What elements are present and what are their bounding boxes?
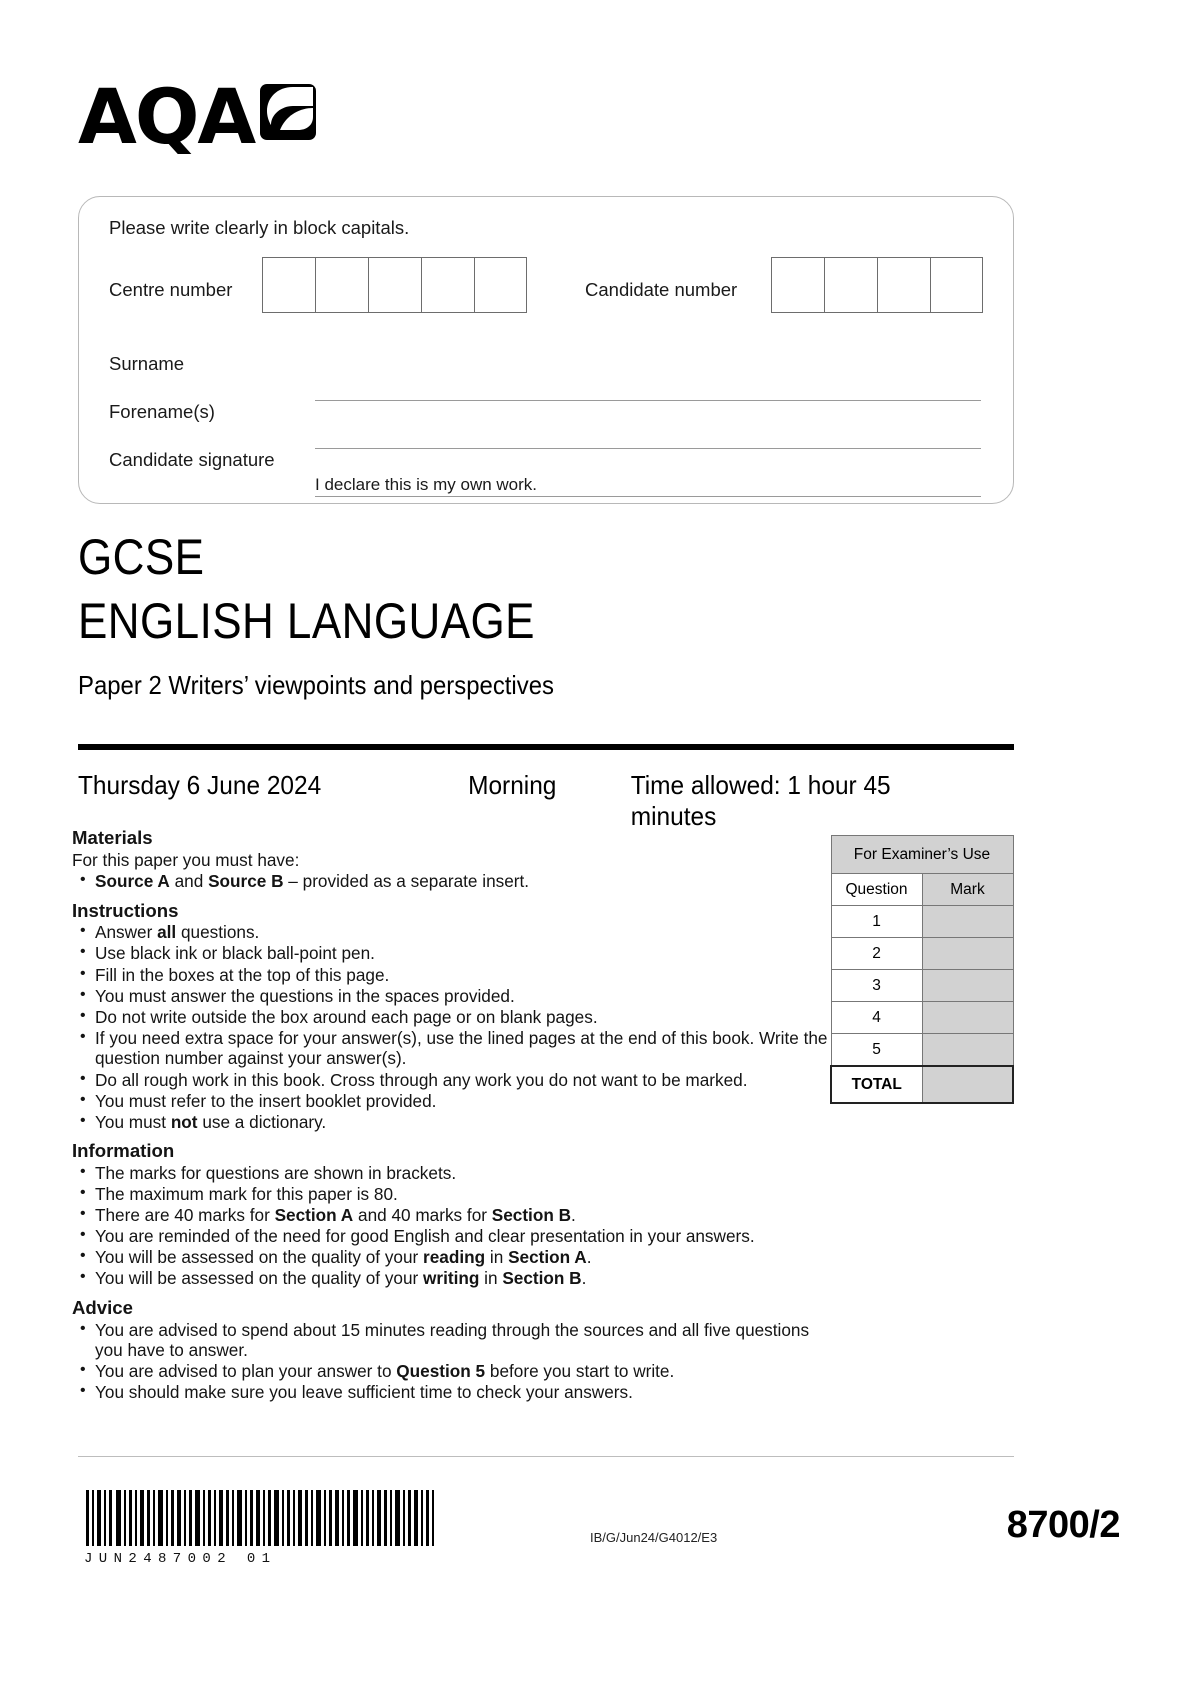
candidate-number-cell[interactable] [930,257,983,313]
number-row [79,257,1013,317]
list-item: • You will be assessed on the quality of your reading in Section A. [72,1247,832,1268]
centre-number-cell[interactable] [262,257,315,313]
question-number: 1 [831,906,922,938]
candidate-signature-input[interactable] [315,496,981,497]
centre-number-cell[interactable] [315,257,368,313]
table-row [831,1002,1013,1034]
examiner-use-table [830,835,1014,1104]
instructions-heading: Instructions [72,899,179,921]
candidate-number-cell[interactable] [824,257,877,313]
list-item: • You will be assessed on the quality of your writing in Section B. [72,1268,832,1289]
table-row [831,906,1013,938]
candidate-number-cell[interactable] [771,257,824,313]
materials-intro: For this paper you must have: [72,849,300,870]
qualification-title: GCSE [78,529,205,585]
declaration-text: I declare this is my own work. [315,475,538,494]
table-row [831,938,1013,970]
list-item: • You must not use a dictionary. [72,1112,832,1133]
exam-session: Morning [468,770,557,800]
table-row [831,874,1013,906]
examiner-table-title: For Examiner’s Use [831,836,1013,874]
barcode [84,1490,436,1546]
list-item: • You should make sure you leave sufficient time to check your answers. [72,1382,832,1403]
list-item: • The maximum mark for this paper is 80. [72,1184,832,1205]
table-row-total [831,1066,1013,1103]
information-heading: Information [72,1140,175,1162]
mark-cell[interactable] [922,1034,1013,1067]
centre-number-label: Centre number [109,279,233,300]
signature-row [79,449,1013,497]
list-item: • You are advised to plan your answer to Question 5 before you start to write. [72,1361,832,1382]
table-row [831,970,1013,1002]
list-item: • You are reminded of the need for good English and clear presentation in your answers. [72,1226,832,1247]
information-list [72,1163,832,1289]
forename-label: Forename(s) [109,401,215,422]
advice-list [72,1320,832,1403]
centre-number-cell[interactable] [368,257,421,313]
mark-cell[interactable] [922,1002,1013,1034]
list-item: • Answer all questions. [72,922,832,943]
candidate-number-cell[interactable] [877,257,930,313]
mark-cell[interactable] [922,970,1013,1002]
table-row [831,836,1013,874]
paper-subtitle: Paper 2 Writers’ viewpoints and perspectives [78,670,554,700]
total-mark-cell[interactable] [922,1066,1013,1103]
list-item: • Source A and Source B – provided as a separate insert. [72,871,832,892]
aqa-logo [78,72,316,161]
surname-row [79,353,1013,401]
list-item: • Do all rough work in this book. Cross through any work you do not want to be marked. [72,1070,832,1091]
surname-label: Surname [109,353,185,374]
centre-number-cell[interactable] [474,257,527,313]
centre-number-input[interactable] [262,257,527,313]
question-number: 5 [831,1034,922,1067]
centre-number-cell[interactable] [421,257,474,313]
list-item: • Do not write outside the box around each page or on blank pages. [72,1007,832,1028]
materials-heading: Materials [72,827,153,848]
list-item: • If you need extra space for your answer(s), use the lined pages at the end of this book. Write the question number against your answer(s). [72,1028,832,1069]
candidate-number-input[interactable] [771,257,983,313]
candidate-signature-label: Candidate signature [109,449,275,470]
mark-cell[interactable] [922,938,1013,970]
list-item: • You must answer the questions in the spaces provided. [72,986,832,1007]
exam-time-allowed: Time allowed: 1 hour 45 minutes [630,770,891,831]
list-item: • You are advised to spend about 15 minutes reading through the sources and all five questions you have to answer. [72,1320,832,1361]
header-divider [78,744,1014,750]
paper-code: 8700/2 [1006,1504,1120,1546]
question-number: 2 [831,938,922,970]
list-item: • There are 40 marks for Section A and 40 marks for Section B. [72,1205,832,1226]
block-capitals-note: Please write clearly in block capitals. [109,217,410,238]
forename-row [79,401,1013,449]
materials-list [72,871,832,892]
subject-title: ENGLISH LANGUAGE [78,593,535,649]
advice-heading: Advice [72,1296,133,1318]
total-label: TOTAL [831,1066,922,1103]
question-number: 3 [831,970,922,1002]
list-item: • The marks for questions are shown in brackets. [72,1163,832,1184]
candidate-number-label: Candidate number [585,279,738,300]
aqa-logo-text: AQA [78,72,255,161]
exam-schedule-line [78,770,958,831]
candidate-details-box [78,196,1014,504]
instructions-column [72,828,832,1403]
column-header-mark: Mark [922,874,1013,906]
question-number: 4 [831,1002,922,1034]
mark-cell[interactable] [922,906,1013,938]
column-header-question: Question [831,874,922,906]
list-item: • You must refer to the insert booklet provided. [72,1091,832,1112]
barcode-digits: JUN2487002 01 [84,1551,277,1567]
aqa-leaf-icon [260,84,316,145]
list-item: • Use black ink or black ball-point pen. [72,943,832,964]
table-row [831,1034,1013,1067]
exam-date: Thursday 6 June 2024 [78,770,322,800]
instructions-list [72,922,832,1132]
ib-reference-code: IB/G/Jun24/G4012/E3 [590,1530,718,1545]
footer-divider [78,1456,1014,1457]
list-item: • Fill in the boxes at the top of this page. [72,965,832,986]
